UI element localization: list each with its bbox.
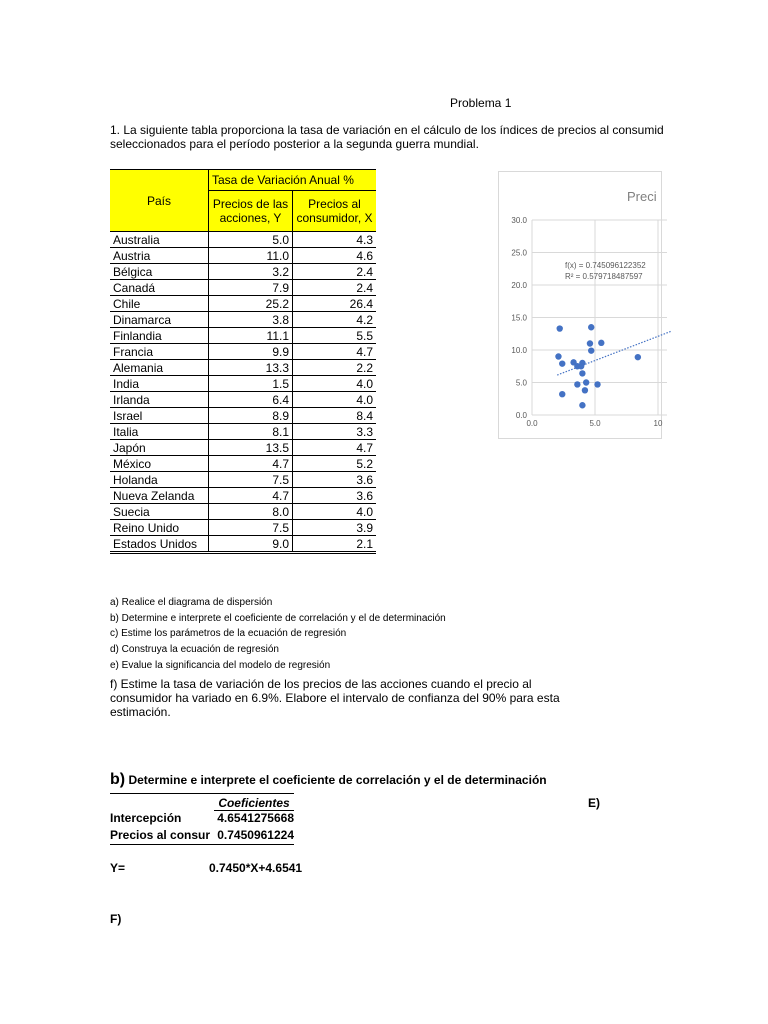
y-tick-label: 20.0 <box>511 281 527 290</box>
country-cell: Bélgica <box>110 264 209 280</box>
x-value-cell: 4.0 <box>293 504 377 520</box>
country-cell: Australia <box>110 232 209 248</box>
country-cell: Canadá <box>110 280 209 296</box>
table-row <box>110 488 376 504</box>
x-value-cell: 3.6 <box>293 488 377 504</box>
country-cell: Finlandia <box>110 328 209 344</box>
y-value-cell: 5.0 <box>209 232 293 248</box>
regression-equation: 0.7450*X+4.6541 <box>209 861 303 875</box>
x-value-cell: 5.5 <box>293 328 377 344</box>
country-cell: Nueva Zelanda <box>110 488 209 504</box>
table-row <box>110 360 376 376</box>
table-row <box>110 408 376 424</box>
data-point <box>559 391 565 397</box>
data-point <box>587 340 593 346</box>
header-x: Precios al consumidor, X <box>293 191 377 232</box>
table-row <box>110 376 376 392</box>
x-value-cell: 4.0 <box>293 392 377 408</box>
question-a: a) Realice el diagrama de dispersión <box>110 597 273 608</box>
label-e: E) <box>588 796 600 810</box>
y-tick-label: 25.0 <box>511 248 527 258</box>
question-b: b) Determine e interprete el coeficiente de correlación y el de determinación <box>110 613 446 624</box>
table-body <box>110 232 376 553</box>
coef-bottom-rule <box>110 844 294 845</box>
table-row <box>110 472 376 488</box>
y-value-cell: 13.5 <box>209 440 293 456</box>
y-tick-label: 0.0 <box>515 411 527 420</box>
question-d: d) Construya la ecuación de regresión <box>110 644 279 655</box>
country-cell: Dinamarca <box>110 312 209 328</box>
country-cell: Reino Unido <box>110 520 209 536</box>
country-cell: Italia <box>110 424 209 440</box>
y-value-cell: 8.1 <box>209 424 293 440</box>
y-value-cell: 7.5 <box>209 472 293 488</box>
y-value-cell: 7.9 <box>209 280 293 296</box>
equation-label: Y= <box>110 861 126 875</box>
country-cell: Irlanda <box>110 392 209 408</box>
y-value-cell: 8.0 <box>209 504 293 520</box>
data-point <box>559 360 565 366</box>
country-cell: Chile <box>110 296 209 312</box>
country-cell: México <box>110 456 209 472</box>
y-value-cell: 1.5 <box>209 376 293 392</box>
table-row <box>110 424 376 440</box>
data-point <box>635 354 641 360</box>
section-b-letter: b) <box>110 771 126 788</box>
coef-value-intercept: 4.6541275668 <box>217 811 294 825</box>
x-tick-label: 0.0 <box>526 419 538 428</box>
y-value-cell: 3.8 <box>209 312 293 328</box>
y-value-cell: 9.9 <box>209 344 293 360</box>
x-value-cell: 8.4 <box>293 408 377 424</box>
x-value-cell: 2.1 <box>293 536 377 553</box>
data-point <box>588 324 594 330</box>
header-y: Precios de las acciones, Y <box>209 191 293 232</box>
country-cell: India <box>110 376 209 392</box>
section-b-title: Determine e interprete el coeficiente de correlación y el de determinación <box>128 773 547 787</box>
data-table <box>110 169 376 554</box>
y-value-cell: 4.7 <box>209 456 293 472</box>
table-row <box>110 520 376 536</box>
country-cell: Holanda <box>110 472 209 488</box>
table-row <box>110 312 376 328</box>
y-tick-label: 15.0 <box>511 313 527 323</box>
coef-header: Coeficientes <box>214 796 294 811</box>
country-cell: Austria <box>110 248 209 264</box>
x-value-cell: 4.3 <box>293 232 377 248</box>
table-row <box>110 328 376 344</box>
x-value-cell: 4.2 <box>293 312 377 328</box>
data-point <box>582 387 588 393</box>
y-value-cell: 25.2 <box>209 296 293 312</box>
data-point <box>578 363 584 369</box>
y-value-cell: 9.0 <box>209 536 293 553</box>
x-value-cell: 3.3 <box>293 424 377 440</box>
chart-canvas <box>499 172 661 438</box>
intro-line-2: seleccionados para el período posterior a la segunda guerra mundial. <box>110 137 479 151</box>
data-point <box>557 325 563 331</box>
table-row <box>110 536 376 553</box>
x-value-cell: 2.2 <box>293 360 377 376</box>
x-value-cell: 4.0 <box>293 376 377 392</box>
y-value-cell: 6.4 <box>209 392 293 408</box>
country-cell: Francia <box>110 344 209 360</box>
country-cell: Japón <box>110 440 209 456</box>
y-value-cell: 7.5 <box>209 520 293 536</box>
coef-label-intercept: Intercepción <box>110 811 182 825</box>
table-row <box>110 344 376 360</box>
y-value-cell: 11.1 <box>209 328 293 344</box>
r-squared-label: R² = 0.579718487597 <box>565 272 643 281</box>
y-value-cell: 4.7 <box>209 488 293 504</box>
coef-label-slope: Precios al consur <box>110 828 211 842</box>
x-value-cell: 4.6 <box>293 248 377 264</box>
data-point <box>583 379 589 385</box>
trendline-equation: f(x) = 0.745096122352 <box>565 261 646 270</box>
x-tick-label: 10 <box>653 419 663 428</box>
header-country: País <box>110 170 209 232</box>
table-row <box>110 456 376 472</box>
y-value-cell: 13.3 <box>209 360 293 376</box>
data-point <box>574 381 580 387</box>
intro-line-1: 1. La siguiente tabla proporciona la tasa de variación en el cálculo de los índices de precios al consumid <box>110 123 664 137</box>
x-value-cell: 4.7 <box>293 344 377 360</box>
data-point <box>594 381 600 387</box>
question-e: e) Evalue la significancia del modelo de regresión <box>110 660 331 671</box>
table-row <box>110 440 376 456</box>
data-point <box>555 353 561 359</box>
section-b-heading <box>110 771 547 789</box>
y-value-cell: 3.2 <box>209 264 293 280</box>
x-value-cell: 26.4 <box>293 296 377 312</box>
page-title: Problema 1 <box>450 96 512 110</box>
data-point <box>579 402 585 408</box>
label-f: F) <box>110 912 122 926</box>
country-cell: Israel <box>110 408 209 424</box>
table-row <box>110 264 376 280</box>
y-tick-label: 10.0 <box>511 346 527 355</box>
table-row <box>110 280 376 296</box>
data-point <box>598 340 604 346</box>
y-tick-label: 5.0 <box>515 378 527 388</box>
scatter-chart[interactable] <box>498 171 662 439</box>
table-row <box>110 232 376 248</box>
header-group: Tasa de Variación Anual % <box>209 170 377 191</box>
chart-title: Preci <box>627 189 657 204</box>
coef-top-rule <box>110 793 294 794</box>
table-row <box>110 248 376 264</box>
y-value-cell: 8.9 <box>209 408 293 424</box>
data-point <box>588 347 594 353</box>
table-row <box>110 392 376 408</box>
data-point <box>579 370 585 376</box>
intro-text <box>110 123 664 151</box>
x-tick-label: 5.0 <box>589 419 601 428</box>
table-row <box>110 296 376 312</box>
x-value-cell: 5.2 <box>293 456 377 472</box>
coef-value-slope: 0.7450961224 <box>217 828 294 842</box>
trendline <box>557 331 670 375</box>
y-tick-label: 30.0 <box>511 216 527 225</box>
x-value-cell: 2.4 <box>293 280 377 296</box>
country-cell: Alemania <box>110 360 209 376</box>
table-row <box>110 504 376 520</box>
question-c: c) Estime los parámetros de la ecuación de regresión <box>110 628 347 639</box>
x-value-cell: 2.4 <box>293 264 377 280</box>
x-value-cell: 3.9 <box>293 520 377 536</box>
country-cell: Estados Unidos <box>110 536 209 553</box>
country-cell: Suecia <box>110 504 209 520</box>
x-value-cell: 4.7 <box>293 440 377 456</box>
y-value-cell: 11.0 <box>209 248 293 264</box>
x-value-cell: 3.6 <box>293 472 377 488</box>
question-f: f) Estime la tasa de variación de los precios de las acciones cuando el precio al consumidor ha variado en 6.9%. Elabore el intervalo de confianza del 90% para esta estimación. <box>110 677 560 719</box>
